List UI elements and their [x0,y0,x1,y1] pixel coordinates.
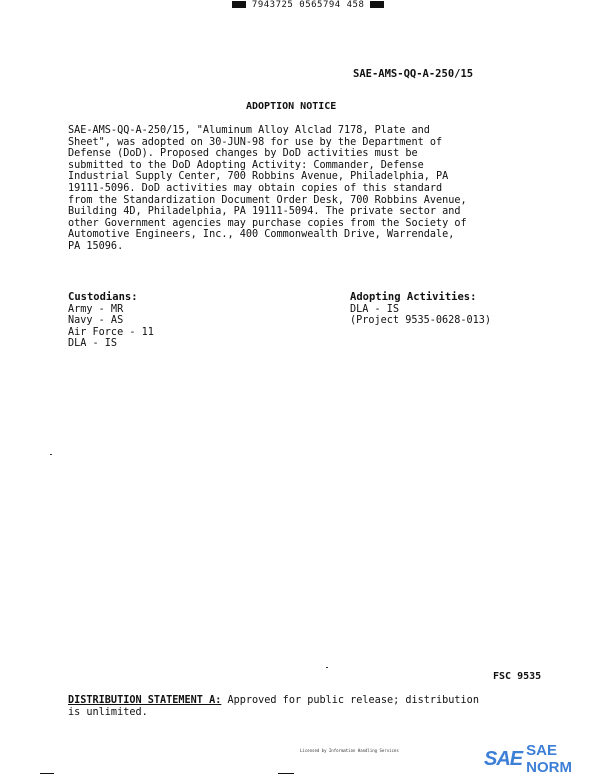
body-line: other Government agencies may purchase copies from the Society of [68,217,467,229]
body-line: Industrial Supply Center, 700 Robbins Avenue, Philadelphia, PA [68,171,449,183]
adopting-activity-item: (Project 9535-0628-013) [350,315,492,327]
license-footer: Licensed by Information Handling Services [300,748,399,753]
document-id: SAE-AMS-QQ-A-250/15 [353,68,474,80]
distribution-text-cont: is unlimited. [68,706,148,718]
page-title: ADOPTION NOTICE [246,101,337,112]
adopting-activities-block [350,292,491,327]
scan-speck [50,454,52,455]
sae-norm-text: SAE NORM [526,742,572,776]
adopting-activities-label: Adopting Activities: [350,291,477,303]
body-line: PA 15096. [68,240,124,252]
body-line: Building 4D, Philadelphia, PA 19111-5094. The private sector and [68,206,461,218]
distribution-text: Approved for public release; distribution [227,695,479,706]
distribution-statement [68,695,558,718]
body-line: 19111-5096. DoD activities may obtain copies of this standard [68,182,443,194]
custodian-item: Navy - AS [68,315,124,327]
black-mark-left [232,1,246,8]
body-line: Defense (DoD). Proposed changes by DoD activities must be [68,148,418,160]
custodian-item: Army - MR [68,303,124,315]
custodians-block [68,292,154,350]
custodians-label: Custodians: [68,291,138,303]
body-line: from the Standardization Document Order Desk, 700 Robbins Avenue, [68,194,467,206]
scan-mark [278,773,294,774]
body-line: Sheet", was adopted on 30-JUN-98 for use by the Department of [68,136,443,148]
body-line: SAE-AMS-QQ-A-250/15, "Aluminum Alloy Alclad 7178, Plate and [68,125,430,136]
sae-logo-mark: SAE [484,747,523,770]
fsc-code: FSC 9535 [493,671,542,682]
notice-body [68,125,538,253]
scan-speck [326,667,328,668]
scan-code: 7943725 0565794 458 [251,0,365,10]
body-line: Automotive Engineers, Inc., 400 Commonwealth Drive, Warrendale, [68,229,455,241]
adopting-activity-item: DLA - IS [350,303,400,315]
body-line: submitted to the DoD Adopting Activity: Commander, Defense [68,159,424,171]
custodian-item: DLA - IS [68,338,118,350]
custodian-item: Air Force - 11 [68,326,154,338]
distribution-label: DISTRIBUTION STATEMENT A: [68,695,222,706]
scan-mark [40,773,54,774]
scan-header [232,0,384,10]
black-mark-right [370,1,384,8]
sae-norm-logo [484,742,600,776]
